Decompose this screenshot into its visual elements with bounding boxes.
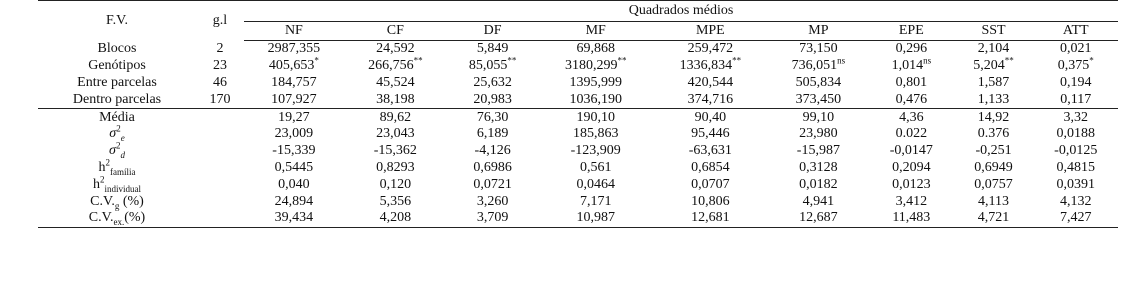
table-row xyxy=(38,143,1118,160)
table-cell xyxy=(954,75,1034,92)
label-superscript: 2 xyxy=(100,174,105,185)
table-cell: 99,10 xyxy=(768,109,869,126)
label-subscript: e xyxy=(120,133,125,144)
table-cell: 23,043 xyxy=(376,126,415,142)
table-cell xyxy=(653,41,768,58)
cell-value: 85,055 xyxy=(468,58,508,74)
table-cell: -4,126 xyxy=(474,143,511,159)
row-df: 23 xyxy=(213,58,227,74)
cell-value: 0,194 xyxy=(1060,74,1092,90)
table-cell: 0,5445 xyxy=(274,159,314,175)
cell-value: 1036,190 xyxy=(569,91,622,107)
table-cell: -0,0125 xyxy=(1054,143,1098,159)
cell-value: 107,927 xyxy=(271,91,317,107)
table-cell: 12,687 xyxy=(768,210,869,227)
cell-value: 736,051 xyxy=(791,58,838,74)
cell-value: 25,632 xyxy=(473,74,512,90)
table-cell xyxy=(768,41,869,58)
table-cell xyxy=(954,55,1034,75)
table-cell xyxy=(954,41,1034,58)
significance-mark: ** xyxy=(732,55,742,66)
table-body xyxy=(38,41,1118,228)
table-cell xyxy=(1034,55,1118,75)
table-cell: 14,92 xyxy=(954,109,1034,126)
table-cell xyxy=(768,75,869,92)
table-cell xyxy=(869,75,953,92)
header-fv: F.V. xyxy=(38,1,196,41)
column-header-att: ATT xyxy=(1034,22,1118,41)
column-header-epe: EPE xyxy=(869,22,953,41)
cell-value: 0,117 xyxy=(1060,91,1092,107)
cell-value: 259,472 xyxy=(687,41,734,57)
table-cell xyxy=(538,75,653,92)
row-source: Dentro parcelas xyxy=(72,91,162,107)
cell-value: 20,983 xyxy=(473,91,512,107)
table-cell: 23,980 xyxy=(799,126,838,142)
table-cell xyxy=(1034,41,1118,58)
table-cell xyxy=(538,41,653,58)
label-subscript: ex. xyxy=(113,217,125,228)
cell-value: 1395,999 xyxy=(569,74,622,90)
table-cell: -15,339 xyxy=(272,143,316,159)
header-group: Quadrados médios xyxy=(244,1,1118,22)
table-cell: 11,483 xyxy=(869,210,953,227)
significance-mark: ** xyxy=(1004,55,1014,66)
row-source: Entre parcelas xyxy=(77,74,157,90)
table-cell: 39,434 xyxy=(244,210,344,227)
row-df-empty xyxy=(196,210,244,227)
cell-value: 266,756 xyxy=(368,58,414,74)
table-cell xyxy=(869,41,953,58)
column-header-df: DF xyxy=(447,22,539,41)
table-cell: 0,0721 xyxy=(473,176,512,192)
table-row xyxy=(38,126,1118,143)
table-cell: 95,446 xyxy=(691,126,730,142)
cell-value: 2987,355 xyxy=(267,41,321,57)
table-cell: 0,8293 xyxy=(376,159,415,175)
column-header-mpe: MPE xyxy=(653,22,768,41)
table-cell xyxy=(344,41,447,58)
label-base: h xyxy=(98,159,106,175)
table-cell: 0.376 xyxy=(977,126,1010,142)
table-cell: 10,987 xyxy=(538,210,653,227)
table-cell xyxy=(653,75,768,92)
label-subscript: família xyxy=(110,166,136,177)
cell-value: 1,014 xyxy=(891,58,924,74)
significance-mark: * xyxy=(314,55,319,66)
table-cell: 4,36 xyxy=(869,109,953,126)
column-header-mp: MP xyxy=(768,22,869,41)
table-cell: 19,27 xyxy=(244,109,344,126)
table-cell xyxy=(244,41,344,58)
table-cell: 185,863 xyxy=(572,126,619,142)
table-cell xyxy=(344,55,447,75)
table-cell: 90,40 xyxy=(653,109,768,126)
row-source: Blocos xyxy=(97,41,137,57)
cell-value: 405,653 xyxy=(268,58,315,74)
table-cell: 190,10 xyxy=(538,109,653,126)
table-cell: 5,356 xyxy=(379,193,412,209)
table-cell: 23,009 xyxy=(274,126,314,142)
row-parameter-label xyxy=(38,157,196,177)
table-cell xyxy=(538,91,653,108)
label-base: C.V. xyxy=(90,193,115,209)
cell-value: 1336,834 xyxy=(679,58,733,74)
table-cell: 24,894 xyxy=(274,193,314,209)
table-cell: 0,040 xyxy=(278,176,310,192)
label-base: Média xyxy=(99,109,135,125)
row-df-empty xyxy=(196,160,244,177)
cell-value: 373,450 xyxy=(795,91,842,107)
significance-mark: ** xyxy=(413,55,423,66)
column-header-nf: NF xyxy=(244,22,344,41)
row-df-empty xyxy=(196,176,244,193)
label-base: h xyxy=(93,176,100,192)
cell-value: 5,849 xyxy=(476,41,509,57)
label-tail: (%) xyxy=(124,210,146,226)
table-cell: 0,120 xyxy=(379,176,412,192)
cell-value: 0,296 xyxy=(895,41,928,57)
label-superscript: 2 xyxy=(115,140,121,151)
cell-value: 5,204 xyxy=(973,58,1005,74)
table-cell xyxy=(344,91,447,108)
row-df: 2 xyxy=(216,41,224,57)
table-cell: 4,941 xyxy=(802,193,835,209)
table-cell xyxy=(447,55,539,75)
table-cell: 0,0391 xyxy=(1056,176,1096,192)
table-cell xyxy=(244,91,344,108)
table-cell: 3,32 xyxy=(1034,109,1118,126)
table-cell: 4,132 xyxy=(1060,193,1092,209)
table-cell xyxy=(1034,75,1118,92)
table-cell: -15,987 xyxy=(796,143,840,159)
cell-value: 0,476 xyxy=(895,91,928,107)
cell-value: 0,375 xyxy=(1057,58,1090,74)
table-cell xyxy=(653,55,768,75)
significance-mark: ** xyxy=(617,55,627,66)
table-cell: -0,251 xyxy=(975,143,1012,159)
significance-mark: * xyxy=(1089,55,1094,66)
cell-value: 45,524 xyxy=(376,74,415,90)
table-cell xyxy=(447,75,539,92)
cell-value: 374,716 xyxy=(687,91,734,107)
row-source: Genótipos xyxy=(88,58,146,74)
table-cell xyxy=(954,91,1034,108)
row-df: 170 xyxy=(209,91,231,107)
table-cell xyxy=(869,91,953,108)
table-cell xyxy=(1034,91,1118,108)
label-superscript: 2 xyxy=(116,123,121,134)
table-cell: 0,561 xyxy=(579,159,612,175)
row-parameter-label xyxy=(38,140,196,160)
table-cell: 0,0464 xyxy=(576,176,615,192)
row-df-empty xyxy=(196,143,244,160)
label-base: C.V. xyxy=(88,210,114,226)
table-cell: 12,681 xyxy=(653,210,768,227)
table-cell: -123,909 xyxy=(570,143,621,159)
anova-table xyxy=(38,0,1118,228)
label-superscript: 2 xyxy=(105,157,110,168)
table-row xyxy=(38,160,1118,177)
column-header-mf: MF xyxy=(538,22,653,41)
table-row xyxy=(38,75,1118,92)
table-cell xyxy=(244,75,344,92)
label-base: σ xyxy=(109,126,117,142)
table-cell: 0,0757 xyxy=(974,176,1013,192)
table-row xyxy=(38,176,1118,193)
table-cell: -63,631 xyxy=(688,143,732,159)
row-parameter-label xyxy=(38,193,196,210)
table-cell: 89,62 xyxy=(344,109,447,126)
cell-value: 0,801 xyxy=(895,74,928,90)
table-cell: 4,721 xyxy=(954,210,1034,227)
label-subscript: d xyxy=(120,149,125,160)
table-cell xyxy=(447,41,539,58)
row-parameter-label xyxy=(38,210,196,227)
table-cell: 0,0188 xyxy=(1056,126,1096,142)
table-cell: 0,2094 xyxy=(892,159,931,175)
table-cell xyxy=(768,55,869,75)
table-cell xyxy=(344,75,447,92)
label-subscript: individual xyxy=(104,183,141,194)
cell-value: 24,592 xyxy=(376,41,415,57)
cell-value: 505,834 xyxy=(795,74,842,90)
table-cell xyxy=(244,55,344,75)
table-cell: 6,189 xyxy=(476,126,509,142)
row-parameter-label xyxy=(38,176,196,193)
table-cell: 3,412 xyxy=(895,193,928,209)
table-cell: 0,6949 xyxy=(974,159,1013,175)
cell-value: 420,544 xyxy=(687,74,734,90)
table-row xyxy=(38,58,1118,75)
row-df-empty xyxy=(196,126,244,143)
row-df-empty xyxy=(196,109,244,126)
column-header-cf: CF xyxy=(344,22,447,41)
table-cell: 76,30 xyxy=(447,109,539,126)
cell-value: 0,021 xyxy=(1060,41,1092,57)
table-row xyxy=(38,41,1118,58)
row-df: 46 xyxy=(213,74,227,90)
table-cell: 0,3128 xyxy=(799,159,838,175)
table-cell: 0,0707 xyxy=(691,176,730,192)
table-cell: -0,0147 xyxy=(889,143,933,159)
label-tail: (%) xyxy=(119,193,144,209)
table-cell xyxy=(447,91,539,108)
table-cell: 0,4815 xyxy=(1056,159,1096,175)
table-cell: 10,806 xyxy=(691,193,730,209)
cell-value: 3180,299 xyxy=(564,58,618,74)
significance-mark: ns xyxy=(837,55,846,66)
table-cell: 7,427 xyxy=(1034,210,1118,227)
table-cell xyxy=(653,91,768,108)
significance-mark: ** xyxy=(507,55,517,66)
table-row xyxy=(38,193,1118,210)
table-cell: 4,113 xyxy=(978,193,1010,209)
table-row xyxy=(38,109,1118,126)
cell-value: 1,587 xyxy=(977,74,1010,90)
table-cell xyxy=(869,55,953,75)
label-base: σ xyxy=(109,143,116,159)
cell-value: 184,757 xyxy=(271,74,317,90)
column-header-sst: SST xyxy=(954,22,1034,41)
cell-value: 38,198 xyxy=(376,91,415,107)
cell-value: 1,133 xyxy=(977,91,1010,107)
table-cell xyxy=(768,91,869,108)
label-subscript: g xyxy=(114,200,120,211)
table-cell: 0.022 xyxy=(895,126,928,142)
table-row xyxy=(38,210,1118,227)
table-cell: -15,362 xyxy=(373,143,417,159)
table-cell: 7,171 xyxy=(579,193,612,209)
cell-value: 73,150 xyxy=(799,41,838,57)
significance-mark: ns xyxy=(923,55,932,66)
table-cell: 0,0182 xyxy=(799,176,838,192)
cell-value: 2,104 xyxy=(977,41,1010,57)
table-cell: 0,6854 xyxy=(691,159,730,175)
row-df-empty xyxy=(196,193,244,210)
table-cell: 0,0123 xyxy=(892,176,931,192)
table-cell: 3,709 xyxy=(447,210,539,227)
table-cell: 3,260 xyxy=(476,193,509,209)
table-cell xyxy=(538,55,653,75)
header-gl: g.l xyxy=(196,1,244,41)
table-cell: 0,6986 xyxy=(473,159,512,175)
cell-value: 69,868 xyxy=(576,41,615,57)
table-row xyxy=(38,91,1118,108)
table-cell: 4,208 xyxy=(344,210,447,227)
